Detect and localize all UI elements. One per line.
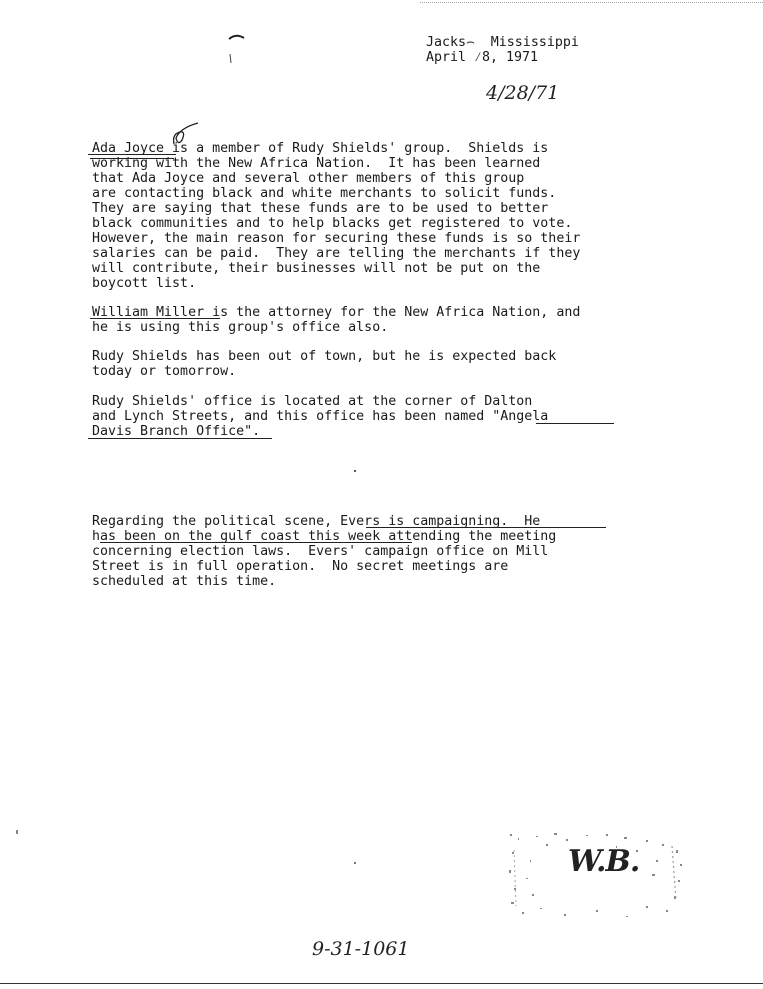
text-line: today or tomorrow.	[92, 364, 237, 379]
handwritten-date: 4/28/71	[486, 82, 560, 104]
header-date: April ⁄8, 1971	[426, 50, 539, 65]
underline-working-with	[90, 158, 174, 159]
text-line: They are saying that these funds are to be used to better	[92, 201, 549, 216]
header-location: Jacks⌢ Mississippi	[426, 35, 579, 50]
text-line: he is using this group's office also.	[92, 320, 389, 335]
text-line: boycott list.	[92, 276, 197, 291]
underline-gulf-coast	[100, 542, 412, 543]
text-line: Rudy Shields has been out of town, but he is expected back	[92, 349, 557, 364]
bottom-edge-line	[0, 983, 763, 984]
underline-angela	[536, 423, 614, 424]
text-line: and Lynch Streets, and this office has been named "Angela	[92, 409, 549, 424]
underline-davis-branch-office	[88, 438, 272, 439]
underline-evers-campaigning	[366, 527, 606, 528]
text-line: Rudy Shields' office is located at the corner of Dalton	[92, 394, 533, 409]
text-line: However, the main reason for securing these funds is so their	[92, 231, 581, 246]
paragraph-ada-joyce	[92, 141, 580, 291]
stray-dot	[354, 862, 356, 864]
text-line: that Ada Joyce and several other members of this group	[92, 171, 525, 186]
stray-dot	[16, 830, 18, 834]
text-line: Davis Branch Office".	[92, 424, 261, 439]
text-line: working with the New Africa Nation. It has been learned	[92, 156, 541, 171]
stamp-initials: W.B.	[568, 844, 640, 879]
text-line: scheduled at this time.	[92, 574, 277, 589]
text-line: Ada Joyce is a member of Rudy Shields' group. Shields is	[92, 141, 549, 156]
stray-pen-mark	[226, 30, 250, 70]
paragraph-political-scene	[92, 514, 556, 589]
text-line: black communities and to help blacks get registered to vote.	[92, 216, 573, 231]
initials-stamp	[506, 830, 686, 920]
text-line: concerning election laws. Evers' campaign office on Mill	[92, 544, 549, 559]
paragraph-office-location	[92, 394, 548, 439]
underline-ada-joyce	[88, 154, 176, 155]
text-line: Street is in full operation. No secret meetings are	[92, 559, 509, 574]
paragraph-rudy-shields-travel	[92, 349, 556, 379]
stray-dot	[354, 470, 356, 472]
file-number: 9-31-1061	[312, 938, 410, 960]
text-line: William Miller is the attorney for the New Africa Nation, and	[92, 305, 581, 320]
text-line: salaries can be paid. They are telling the merchants if they	[92, 246, 581, 261]
underline-william-miller	[90, 318, 220, 319]
text-line: will contribute, their businesses will not be put on the	[92, 261, 541, 276]
top-edge-dotted-line	[420, 2, 763, 3]
text-line: are contacting black and white merchants to solicit funds.	[92, 186, 557, 201]
text-line: has been on the gulf coast this week attending the meeting	[92, 529, 557, 544]
text-line: Regarding the political scene, Evers is campaigning. He	[92, 514, 541, 529]
paragraph-william-miller	[92, 305, 580, 335]
